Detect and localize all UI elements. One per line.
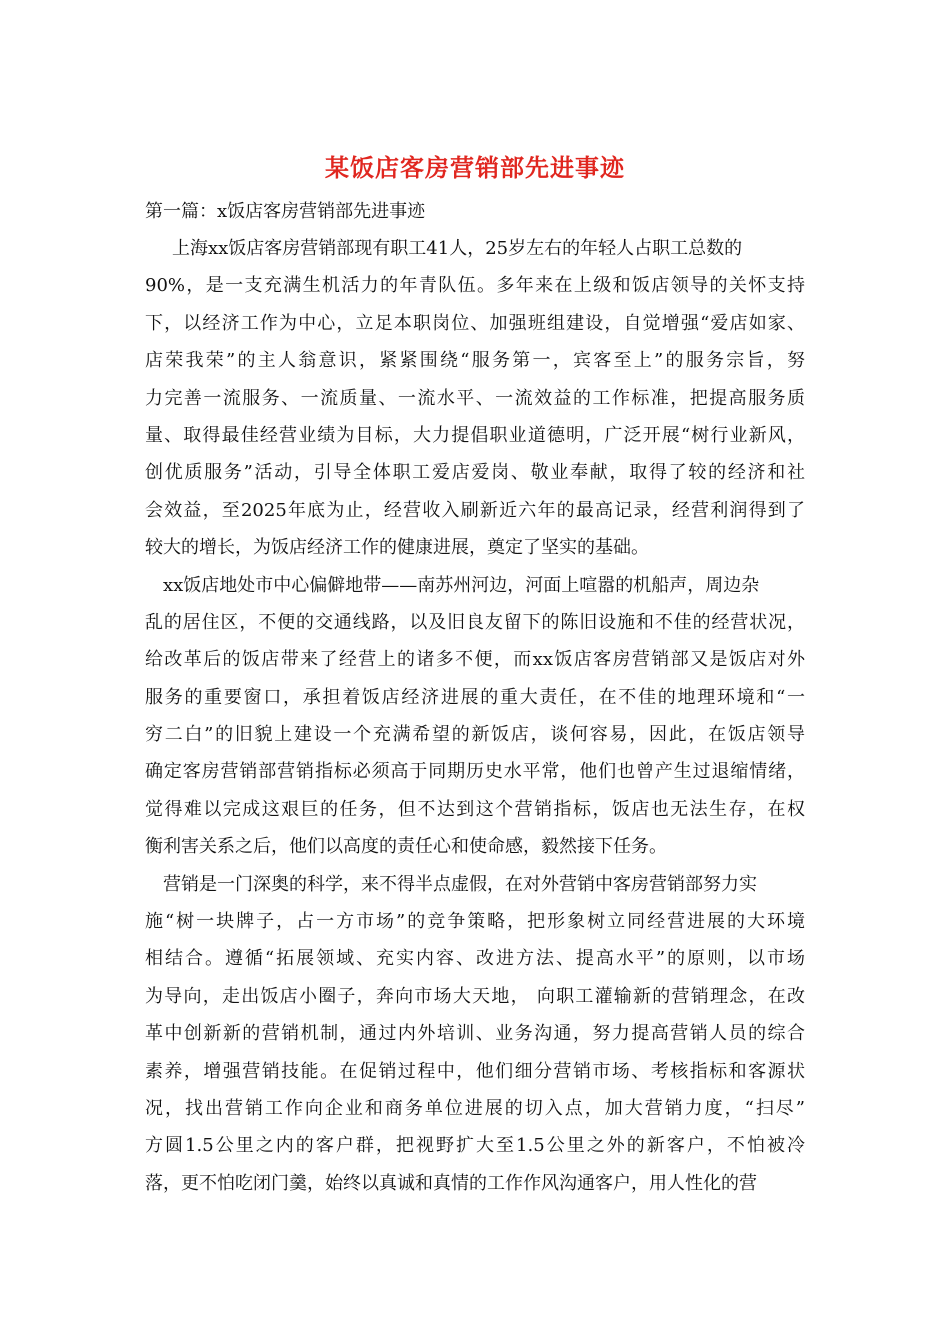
text-line: 上海xx饭店客房营销部现有职工41人，25岁左右的年轻人占职工总数的 <box>172 238 743 259</box>
text-line: 会效益，至2025年底为止，经营收入刷新近六年的最高记录，经营利润得到了 <box>145 499 805 521</box>
text-line: 施“树一块牌子，占一方市场”的竞争策略，把形象树立同经营进展的大环境 <box>145 911 805 933</box>
text-line: 衡利害关系之后，他们以高度的责任心和使命感，毅然接下任务。 <box>145 836 667 858</box>
text-line: 下，以经济工作为中心，立足本职岗位、加强班组建设，自觉增强“爱店如家、 <box>145 312 805 334</box>
text-line: 穷二白”的旧貌上建设一个充满希望的新饭店，谈何容易，因此，在饭店领导 <box>145 724 805 746</box>
text-line: 服务的重要窗口，承担着饭店经济进展的重大责任，在不佳的地理环境和“一 <box>145 686 805 708</box>
text-line: 革中创新新的营销机制，通过内外培训、业务沟通，努力提高营销人员的综合 <box>145 1023 805 1045</box>
section-subheading: 第一篇：x饭店客房营销部先进事迹 <box>145 201 426 222</box>
text-line: 素养，增强营销技能。在促销过程中，他们细分营销市场、考核指标和客源状 <box>145 1060 805 1082</box>
text-line: 觉得难以完成这艰巨的任务，但不达到这个营销指标，饭店也无法生存，在权 <box>145 798 805 820</box>
document-title: 某饭店客房营销部先进事迹 <box>325 153 625 182</box>
text-line: 方圆1.5公里之内的客户群，把视野扩大至1.5公里之外的新客户，不怕被冷 <box>145 1135 805 1157</box>
text-line: xx饭店地处市中心偏僻地带——南苏州河边，河面上喧嚣的机船声，周边杂 <box>163 574 760 596</box>
text-line: 况，找出营销工作向企业和商务单位进展的切入点，加大营销力度，“扫尽” <box>145 1097 805 1119</box>
paragraph-3 <box>145 866 805 1203</box>
text-line: 店荣我荣”的主人翁意识，紧紧围绕“服务第一，宾客至上”的服务宗旨，努 <box>145 350 805 372</box>
text-line: 创优质服务”活动，引导全体职工爱店爱岗、敬业奉献，取得了较的经济和社 <box>145 462 805 484</box>
text-line: 确定客房营销部营销指标必须高于同期历史水平常，他们也曾产生过退缩情绪， <box>145 761 805 783</box>
paragraph-2 <box>145 567 805 866</box>
text-line: 给改革后的饭店带来了经营上的诸多不便，而xx饭店客房营销部又是饭店对外 <box>145 649 805 671</box>
text-line: 相结合。遵循“拓展领域、充实内容、改进方法、提高水平”的原则，以市场 <box>145 948 805 970</box>
text-line: 较大的增长，为饭店经济工作的健康进展，奠定了坚实的基础。 <box>145 537 649 559</box>
text-line: 为导向，走出饭店小圈子，奔向市场大天地， 向职工灌输新的营销理念，在改 <box>145 985 805 1007</box>
text-line: 90%，是一支充满生机活力的年青队伍。多年来在上级和饭店领导的关怀支持 <box>145 275 805 297</box>
text-line: 力完善一流服务、一流质量、一流水平、一流效益的工作标准，把提高服务质 <box>145 387 805 409</box>
text-line: 量、取得最佳经营业绩为目标，大力提倡职业道德明，广泛开展“树行业新风， <box>145 424 805 446</box>
paragraph-1 <box>145 230 805 567</box>
text-line: 落，更不怕吃闭门羹，始终以真诚和真情的工作作风沟通客户，用人性化的营 <box>145 1172 757 1194</box>
text-line: 营销是一门深奥的科学，来不得半点虚假，在对外营销中客房营销部努力实 <box>163 873 757 895</box>
text-line: 乱的居住区，不便的交通线路，以及旧良友留下的陈旧设施和不佳的经营状况， <box>145 611 805 633</box>
document-body <box>145 230 805 1202</box>
